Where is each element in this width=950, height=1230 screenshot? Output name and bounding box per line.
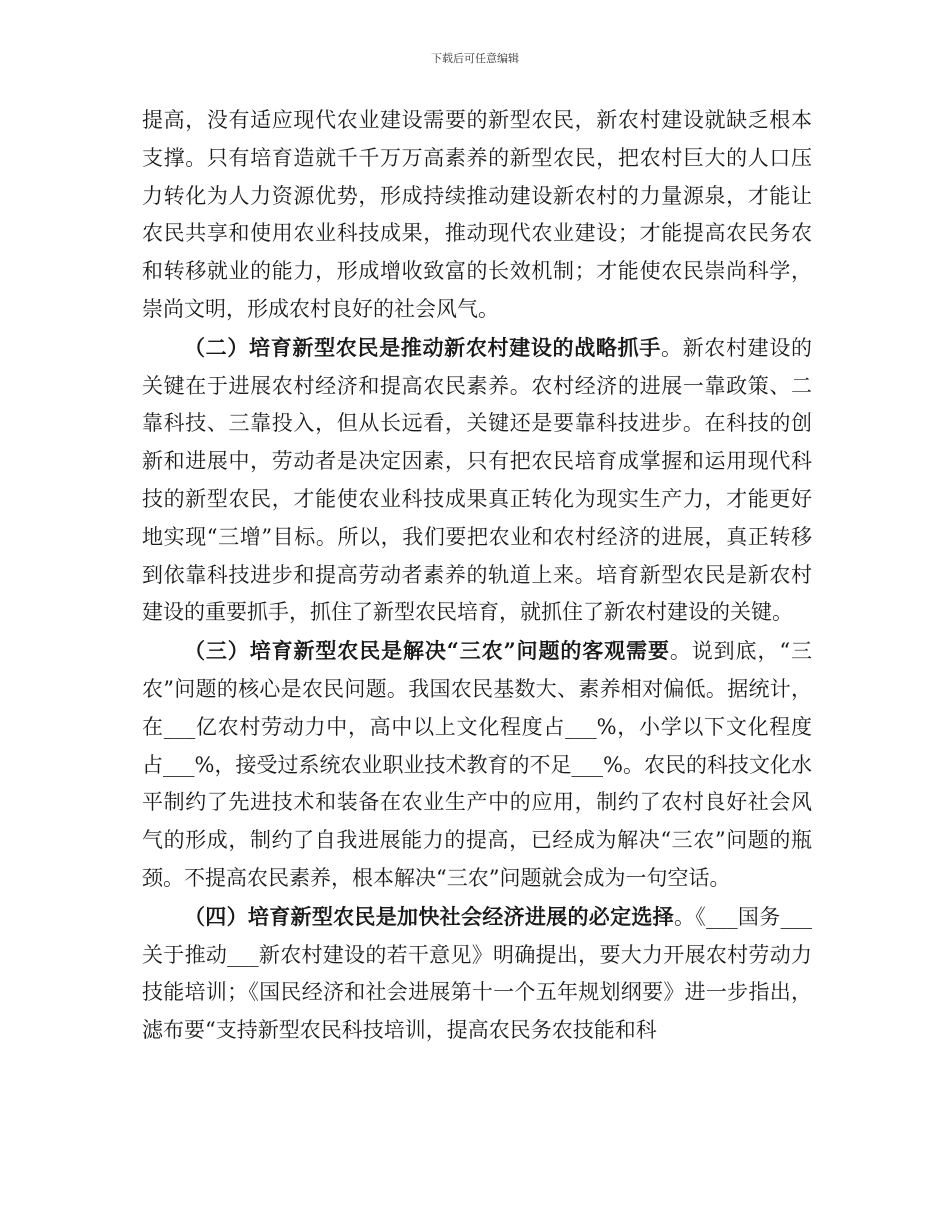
paragraph-2-text: 。新农村建设的关键在于进展农村经济和提高农民素养。农村经济的进展一靠政策、二靠科技、三靠投入，但从长远看，关键还是要靠科技进步。在科技的创新和进展中，劳动者是决定因素，只有把农民培育成掌握和运用现代科技的新型农民，才能使农业科技成果真正转化为现实生产力，才能更好地实现“三增”目标。所以，我们要把农业和农村经济的进展，真正转移到依靠科技进步和提高劳动者素养的轨道上来。培育新型农民是新农村建设的重要抓手，抓住了新型农民培育，就抓住了新农村建设的关键。 (142, 335, 813, 625)
paragraph-4-heading: （四）培育新型农民是加快社会经济进展的必定选择 (184, 903, 674, 929)
paragraph-1 (142, 102, 812, 329)
paragraph-4 (142, 898, 812, 1050)
paragraph-2-heading: （二）培育新型农民是推动新农村建设的战略抓手 (184, 334, 661, 360)
document-body (142, 102, 812, 1050)
paragraph-1-text: 提高，没有适应现代农业建设需要的新型农民，新农村建设就缺乏根本支撑。只有培育造就千千万万高素养的新型农民，把农村巨大的人口压力转化为人力资源优势，形成持续推动建设新农村的力量源泉，才能让农民共享和使用农业科技成果，推动现代农业建设；才能提高农民务农和转移就业的能力，形成增收致富的长效机制；才能使农民崇尚科学，崇尚文明，形成农村良好的社会风气。 (142, 108, 812, 321)
paragraph-3-text: 。说到底，“三农”问题的核心是农民问题。我国农民基数大、素养相对偏低。据统计，在___亿农村劳动力中，高中以上文化程度占___%，小学以下文化程度占___%，接受过系统农业职业技术教育的不足___%。农民的科技文化水平制约了先进技术和装备在农业生产中的应用，制约了农村良好社会风气的形成，制约了自我进展能力的提高，已经成为解决“三农”问题的瓶颈。不提高农民素养，根本解决“三农”问题就会成为一句空话。 (142, 639, 812, 890)
paragraph-3 (142, 632, 812, 898)
page-header: 下载后可任意编辑 (431, 52, 519, 65)
paragraph-3-heading: （三）培育新型农民是解决“三农”问题的客观需要 (184, 638, 670, 664)
paragraph-4-text: 。《___国务___关于推动___新农村建设的若干意见》明确提出，要大力开展农村劳动力技能培训；《国民经济和社会进展第十一个五年规划纲要》进一步指出，滤布要“支持新型农民科技培训，提高农民务农技能和科 (142, 904, 813, 1043)
paragraph-2 (142, 329, 812, 632)
